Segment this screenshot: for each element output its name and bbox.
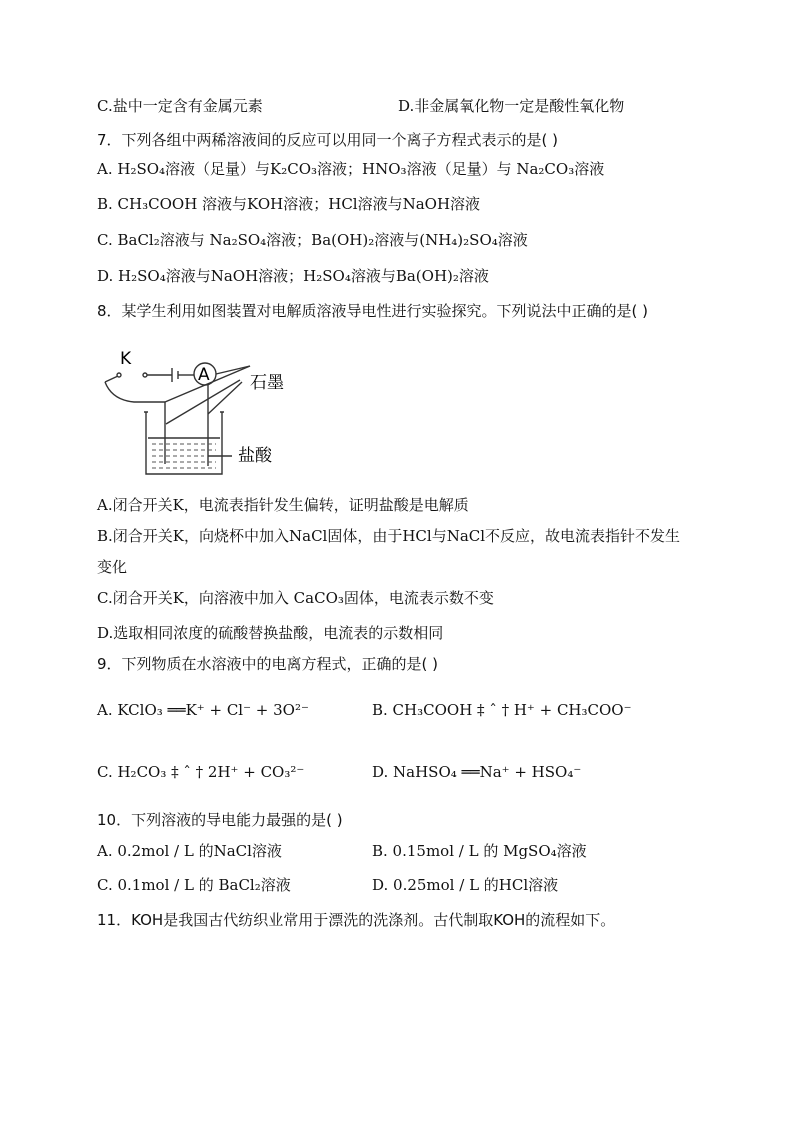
q8-option-c: C.闭合开关K，向溶液中加入 CaCO₃固体，电流表示数不变 bbox=[97, 589, 494, 607]
q11-stem: 11．KOH是我国古代纺织业常用于漂洗的洗涤剂。古代制取KOH的流程如下。 bbox=[97, 911, 616, 929]
q10-option-a: A. 0.2mol / L 的NaCl溶液 bbox=[97, 842, 282, 860]
q9-option-d: D. NaHSO₄ ══Na⁺ + HSO₄⁻ bbox=[372, 763, 582, 781]
q9-option-a: A. KClO₃ ══K⁺ + Cl⁻ + 3O²⁻ bbox=[97, 701, 309, 719]
q7-option-d: D. H₂SO₄溶液与NaOH溶液；H₂SO₄溶液与Ba(OH)₂溶液 bbox=[97, 267, 489, 285]
electrode-label: 石墨 bbox=[250, 373, 284, 393]
q8-stem: 8．某学生利用如图装置对电解质溶液导电性进行实验探究。下列说法中正确的是( ) bbox=[97, 302, 649, 320]
q10-option-b: B. 0.15mol / L 的 MgSO₄溶液 bbox=[372, 842, 587, 860]
q8-option-b: B.闭合开关K，向烧杯中加入NaCl固体，由于HCl与NaCl不反应，故电流表指针不发生 bbox=[97, 527, 681, 545]
switch-label: K bbox=[120, 349, 132, 369]
ammeter-label: A bbox=[198, 365, 210, 385]
q7-stem: 7．下列各组中两稀溶液间的反应可以用同一个离子方程式表示的是( ) bbox=[97, 131, 559, 149]
conductivity-apparatus-figure bbox=[100, 344, 300, 479]
q9-option-b: B. CH₃COOH ‡ ˆ † H⁺ + CH₃COO⁻ bbox=[372, 701, 632, 719]
q10-stem: 10．下列溶液的导电能力最强的是( ) bbox=[97, 811, 343, 829]
q8-option-b-continued: 变化 bbox=[97, 558, 128, 576]
q8-option-a: A.闭合开关K，电流表指针发生偏转，证明盐酸是电解质 bbox=[97, 496, 469, 514]
apparatus-diagram bbox=[100, 344, 300, 479]
q6-option-d: D.非金属氧化物一定是酸性氧化物 bbox=[398, 97, 625, 115]
q9-stem: 9．下列物质在水溶液中的电离方程式，正确的是( ) bbox=[97, 655, 439, 673]
q10-option-c: C. 0.1mol / L 的 BaCl₂溶液 bbox=[97, 876, 291, 894]
q7-option-b: B. CH₃COOH 溶液与KOH溶液；HCl溶液与NaOH溶液 bbox=[97, 195, 481, 213]
q7-option-a: A. H₂SO₄溶液（足量）与K₂CO₃溶液；HNO₃溶液（足量）与 Na₂CO₃溶液 bbox=[97, 160, 605, 178]
q8-option-d: D.选取相同浓度的硫酸替换盐酸，电流表的示数相同 bbox=[97, 624, 444, 642]
q9-option-c: C. H₂CO₃ ‡ ˆ † 2H⁺ + CO₃²⁻ bbox=[97, 763, 305, 781]
q10-option-d: D. 0.25mol / L 的HCl溶液 bbox=[372, 876, 559, 894]
solution-label: 盐酸 bbox=[238, 446, 272, 466]
q7-option-c: C. BaCl₂溶液与 Na₂SO₄溶液；Ba(OH)₂溶液与(NH₄)₂SO₄溶液 bbox=[97, 231, 528, 249]
q6-option-c: C.盐中一定含有金属元素 bbox=[97, 97, 263, 115]
